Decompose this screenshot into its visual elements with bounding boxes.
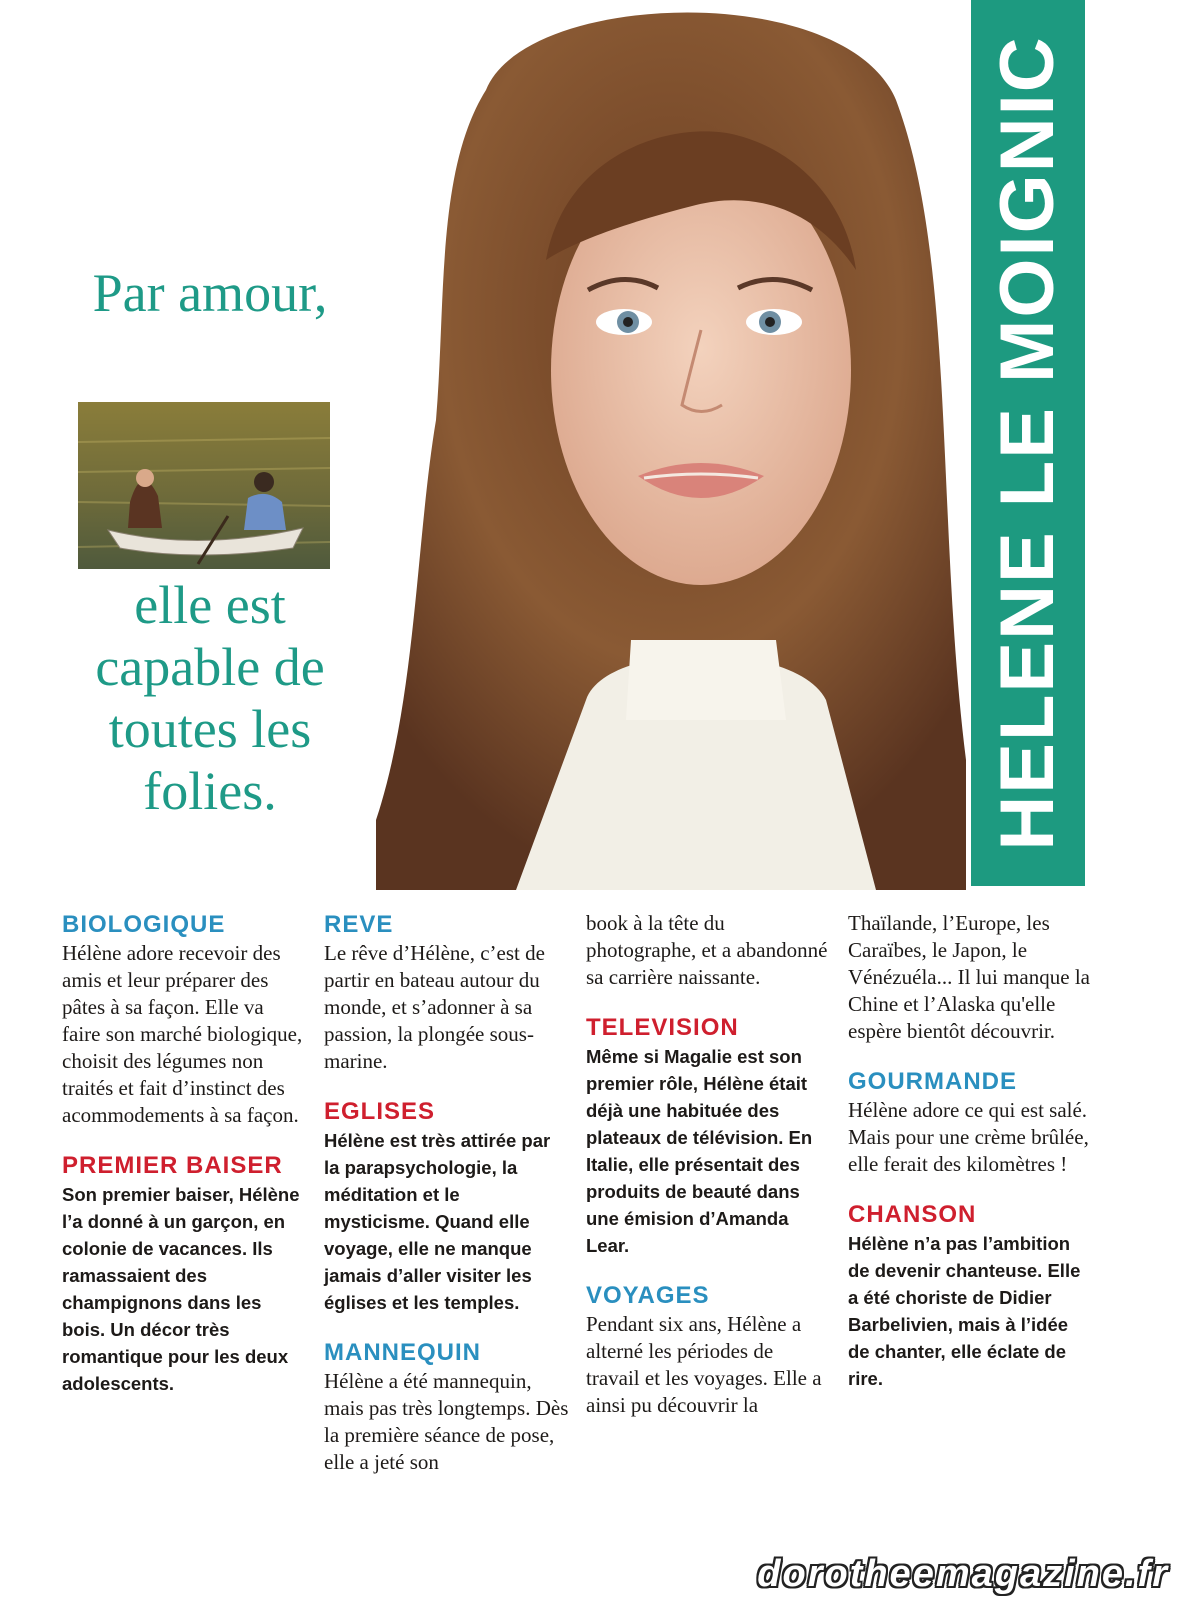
section-title: REVE [324, 911, 394, 938]
section-text: book à la tête du photographe, et a abandonné sa carrière naissante. [586, 911, 828, 989]
section-gourmande [848, 1067, 1093, 1178]
rowboat-photo [78, 402, 330, 569]
section-text: Hélène adore recevoir des amis et leur préparer des pâtes à sa façon. Elle va faire son marché biologique, choisit des légumes non traités et fait d’instinct des acommodements à sa façon. [62, 941, 303, 1127]
portrait-photo [376, 0, 966, 890]
section-premier-baiser [62, 1151, 307, 1397]
section-text: Hélène adore ce qui est salé. Mais pour une crème brûlée, elle ferait des kilomètres ! [848, 1098, 1089, 1176]
section-title: PREMIER BAISER [62, 1152, 283, 1179]
text-column-1 [62, 910, 307, 1419]
section-mannequin-continued [586, 910, 831, 991]
section-text: Hélène est très attirée par la parapsychologie, la méditation et le mysticisme. Quand elle voyage, elle ne manque jamais d’aller visiter les églises et les temples. [324, 1130, 551, 1313]
section-title: GOURMANDE [848, 1068, 1017, 1095]
section-title: BIOLOGIQUE [62, 911, 226, 938]
name-band-text: HELENE LE MOIGNIC [985, 35, 1070, 851]
section-text: Même si Magalie est son premier rôle, Hélène était déjà une habituée des plateaux de télévision. En Italie, elle présentait des produits de beauté dans une émision d’Amanda Lear. [586, 1046, 813, 1256]
section-voyages [586, 1281, 831, 1419]
section-title: EGLISES [324, 1098, 436, 1125]
text-column-3 [586, 910, 831, 1441]
section-title: VOYAGES [586, 1282, 710, 1309]
section-reve [324, 910, 569, 1075]
pull-quote-bottom: elle est capable de toutes les folies. [95, 575, 325, 821]
section-text: Pendant six ans, Hélène a alterné les périodes de travail et les voyages. Elle a ainsi pu découvrir la [586, 1312, 822, 1417]
section-title: MANNEQUIN [324, 1339, 481, 1366]
name-band [971, 0, 1085, 886]
section-text: Le rêve d’Hélène, c’est de partir en bateau autour du monde, et s’adonner à sa passion, la plongée sous-marine. [324, 941, 545, 1073]
section-mannequin [324, 1338, 569, 1476]
section-chanson [848, 1200, 1093, 1392]
section-biologique [62, 910, 307, 1129]
section-television [586, 1013, 831, 1259]
section-voyages-continued [848, 910, 1093, 1045]
text-column-4 [848, 910, 1093, 1414]
section-eglises [324, 1097, 569, 1316]
section-text: Son premier baiser, Hélène l’a donné à un garçon, en colonie de vacances. Ils ramassaient des champignons dans les bois. Un décor très romantique pour les deux adolescents. [62, 1184, 300, 1394]
section-text: Thaïlande, l’Europe, les Caraïbes, le Japon, le Vénézuéla... Il lui manque la Chine et l’Alaska qu'elle espère bientôt découvrir. [848, 911, 1090, 1043]
section-text: Hélène a été mannequin, mais pas très longtemps. Dès la première séance de pose, elle a jeté son [324, 1369, 569, 1474]
section-title: CHANSON [848, 1201, 977, 1228]
text-column-2 [324, 910, 569, 1498]
section-text: Hélène n’a pas l’ambition de devenir chanteuse. Elle a été choriste de Didier Barbelivien, mais à l’idée de chanter, elle éclate de rire. [848, 1233, 1081, 1389]
pull-quote-top: Par amour, [92, 263, 328, 323]
site-watermark: dorotheemagazine.fr [757, 1553, 1169, 1595]
section-title: TELEVISION [586, 1014, 739, 1041]
